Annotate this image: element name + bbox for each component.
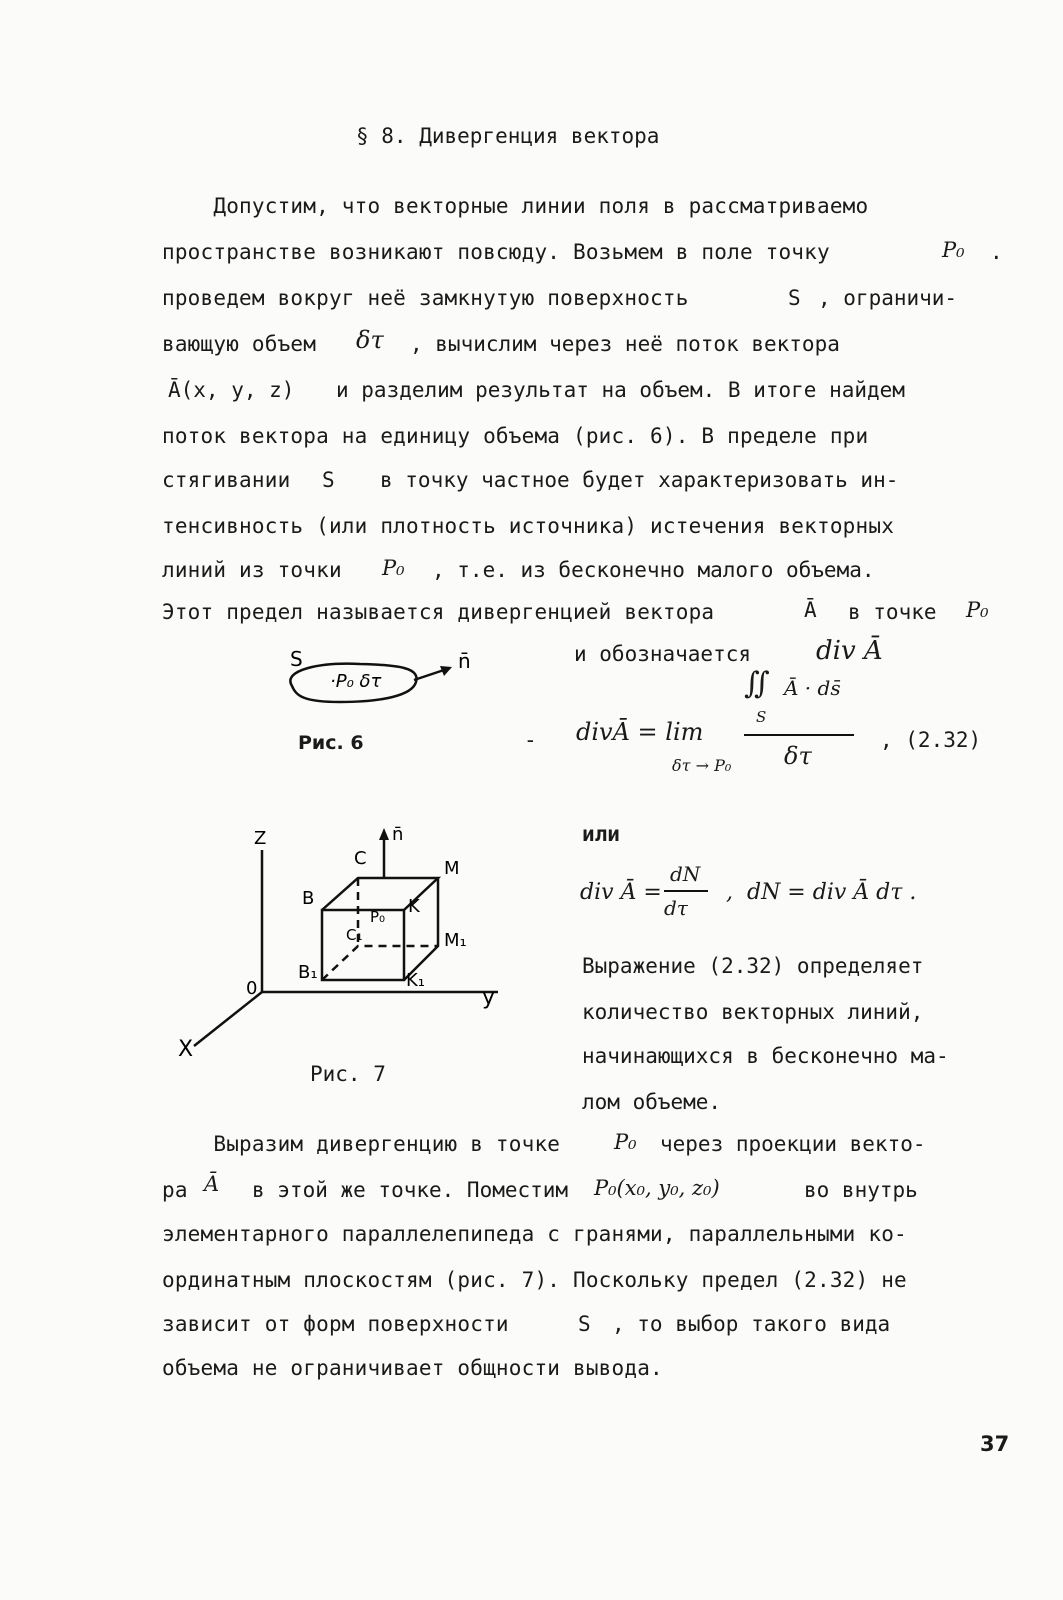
vertex-label-k: K xyxy=(408,896,420,917)
dash: - xyxy=(524,728,537,752)
side-text-line: Выражение (2.32) определяет xyxy=(582,954,924,978)
normal-arrowhead xyxy=(379,828,389,840)
text-line: проведем вокруг неё замкнутую поверхность xyxy=(162,286,689,310)
side-text-line: количество векторных линий, xyxy=(582,1000,924,1024)
formula2-denominator: dτ xyxy=(664,896,688,920)
text-line: зависит от форм поверхности xyxy=(162,1312,509,1336)
section-heading: § 8. Дивергенция вектора xyxy=(356,124,660,148)
formula2-lhs: div Ā = xyxy=(580,880,662,905)
text-line: и разделим результат на объем. В итоге найдем xyxy=(336,378,905,402)
axis-label-z: Z xyxy=(254,828,267,849)
vertex-label-m1: M₁ xyxy=(444,930,467,951)
formula-numerator: Ā · ds̄ xyxy=(784,676,841,700)
text-or: или xyxy=(582,822,620,846)
origin-label: 0 xyxy=(246,978,258,999)
text-fragment: в точке xyxy=(848,600,937,624)
text-fragment: в точку частное будет характеризовать ин- xyxy=(380,468,899,492)
side-text-line: лом объеме. xyxy=(582,1090,722,1114)
fraction-bar-2 xyxy=(664,890,708,892)
text-line: ра xyxy=(162,1178,188,1202)
cube-top-face xyxy=(322,878,438,910)
equation-number: , (2.32) xyxy=(880,728,982,752)
axis-label-x: X xyxy=(178,1037,194,1062)
vertex-label-c: C xyxy=(354,848,367,869)
text-line: элементарного параллелепипеда с гранями, параллельными ко- xyxy=(162,1222,907,1246)
text-fragment: , то выбор такого вида xyxy=(612,1312,891,1336)
text-line: тенсивность (или плотность источника) истечения векторных xyxy=(162,514,895,538)
text-fragment: во внутрь xyxy=(804,1178,918,1202)
text-fragment: через проекции векто- xyxy=(660,1132,926,1156)
figure-7 xyxy=(170,820,510,1090)
figure-6-caption: Рис. 6 xyxy=(298,732,364,754)
text-line: вающую объем xyxy=(162,332,317,356)
text-line: Выразим дивергенцию в точке xyxy=(162,1132,561,1156)
vertex-label-b: B xyxy=(302,888,315,909)
symbol-diva: div Ā xyxy=(816,636,883,666)
symbol-p0: P₀ xyxy=(614,1130,637,1154)
text-line: ординатным плоскостям (рис. 7). Поскольку предел (2.32) не xyxy=(162,1268,907,1292)
text-fragment: , т.е. из бесконечно малого объема. xyxy=(432,558,875,582)
symbol-a: Ā xyxy=(204,1172,220,1196)
text-fragment: . xyxy=(990,240,1003,264)
formula2-numerator: dN xyxy=(670,862,701,886)
limit-subscript: δτ → P₀ xyxy=(672,756,732,775)
text-line: стягивании xyxy=(162,468,291,492)
page-number: 37 xyxy=(980,1432,1010,1456)
text-line: Допустим, что векторные линии поля в рассматриваемо xyxy=(162,194,869,218)
symbol-p0: P₀ xyxy=(942,238,965,262)
symbol-a: Ā xyxy=(804,598,817,622)
figure-label-s: S xyxy=(290,647,303,671)
text-fragment: , вычислим через неё поток вектора xyxy=(410,332,840,356)
figure-label-inside: ·P₀ δτ xyxy=(330,671,382,692)
symbol-dtau: δτ xyxy=(356,326,384,354)
formula2-rhs: , dN = div Ā dτ . xyxy=(726,880,917,905)
vertex-label-b1: B₁ xyxy=(298,962,318,983)
integral-subscript: S xyxy=(756,708,767,726)
vertex-label-m: M xyxy=(444,858,460,879)
text-line: линий из точки xyxy=(162,558,342,582)
text-fragment: в этой же точке. Поместим xyxy=(252,1178,569,1202)
text-fragment: и обозначается xyxy=(574,642,752,666)
p0-coordinates: P₀(x₀, y₀, z₀) xyxy=(594,1176,720,1200)
fraction-bar xyxy=(744,734,854,736)
figure-label-n: n̄ xyxy=(458,649,471,673)
symbol-a-xyz: Ā(x, y, z) xyxy=(168,378,295,402)
side-text-line: начинающихся в бесконечно ма- xyxy=(582,1044,949,1068)
text-fragment: , ограничи- xyxy=(818,286,958,310)
symbol-p0: P₀ xyxy=(382,556,405,580)
symbol-s: S xyxy=(788,286,801,310)
formula-lhs: divĀ = lim xyxy=(576,718,704,746)
x-axis xyxy=(194,992,262,1046)
text-line: пространстве возникают повсюду. Возьмем в поле точку xyxy=(162,240,830,264)
text-line: поток вектора на единицу объема (рис. 6). В пределе при xyxy=(162,424,869,448)
text-line: объема не ограничивает общности вывода. xyxy=(162,1356,663,1380)
integral-sign: ∬ xyxy=(744,666,770,701)
formula-denominator: δτ xyxy=(784,742,812,770)
symbol-p0: P₀ xyxy=(966,598,989,622)
normal-label: n̄ xyxy=(392,824,404,845)
figure-7-caption: Рис. 7 xyxy=(310,1062,386,1086)
symbol-s: S xyxy=(578,1312,591,1336)
axis-label-y: y xyxy=(482,985,496,1010)
symbol-s: S xyxy=(322,468,335,492)
vertex-label-c1: C₁ xyxy=(346,926,363,944)
point-label-p0: P₀ xyxy=(370,908,386,926)
text-line: Этот предел называется дивергенцией вектора xyxy=(162,600,715,624)
vertex-label-k1: K₁ xyxy=(406,970,426,991)
